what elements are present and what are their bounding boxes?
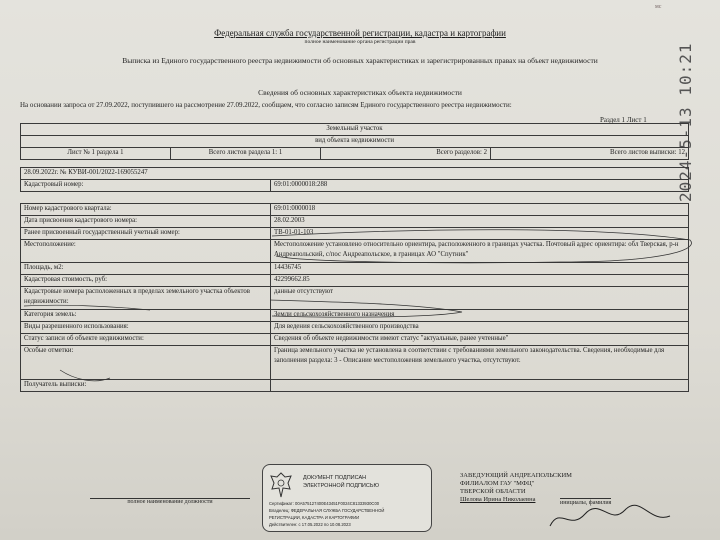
row-value: ТВ-01-01-103 (271, 228, 689, 240)
official-line-1: ЗАВЕДУЮЩИЙ АНДРЕАПОЛЬСКИМ (460, 472, 572, 479)
official-name: Шелова Ирина Николаевна (460, 496, 536, 503)
agency-caption: полное наименование органа регистрации прав (304, 39, 416, 45)
row-label: Категория земель: (21, 310, 271, 322)
section-sheets-total: Всего листов раздела 1: 1 (171, 148, 321, 160)
cadastral-number-value: 69:01:0000018:288 (271, 180, 689, 192)
row-value: 69:01:0000018 (271, 204, 689, 216)
request-line: На основании запроса от 27.09.2022, поступившего на рассмотрение 27.09.2022, сообщаем, что согласно записям Единого государственного реестра недвижимости: (20, 101, 512, 109)
row-label: Особые отметки: (21, 346, 271, 380)
signature-caption: инициалы, фамилия (560, 500, 612, 506)
photo-timestamp: 2024-5-13 10:21 (676, 42, 695, 202)
stamp-owner: Владелец: ФЕДЕРАЛЬНАЯ СЛУЖБА ГОСУДАРСТВЕННОЙ (269, 508, 385, 513)
row-label: Номер кадастрового квартала: (21, 204, 271, 216)
handwritten-signature (540, 496, 680, 536)
row-label: Дата присвоения кадастрового номера: (21, 216, 271, 228)
position-caption: полное наименование должности (90, 498, 250, 505)
row-value: 42299662.85 (271, 275, 689, 287)
stamp-line-1: ДОКУМЕНТ ПОДПИСАН (303, 475, 367, 481)
row-value: Граница земельного участка не установлена в соответствии с требованиями земельного законодательства. Сведения, необходимые для заполнения раздела: 3 - Описание местоположения земельного участка, отсутствуют. (271, 346, 689, 380)
section-title: Сведения об основных характеристиках объекта недвижимости (258, 88, 462, 97)
extract-date-number: 28.09.2022г. № КУВИ-001/2022-169055247 (21, 168, 689, 180)
stamp-line-2: ЭЛЕКТРОННОЙ ПОДПИСЬЮ (303, 483, 380, 489)
row-value: 28.02.2003 (271, 216, 689, 228)
row-value: Земли сельскохозяйственного назначения (271, 310, 689, 322)
extract-sheets-total: Всего листов выписки: 12 (491, 148, 689, 160)
extract-title: Выписка из Единого государственного реестра недвижимости об основных характеристиках и зарегистрированных правах на объект недвижимости (122, 56, 598, 65)
agency-name: Федеральная служба государственной регистрации, кадастра и картографии (214, 28, 506, 38)
row-label: Кадастровая стоимость, руб: (21, 275, 271, 287)
row-value: Для ведения сельскохозяйственного производства (271, 322, 689, 334)
object-type-caption: вид объекта недвижимости (21, 136, 689, 148)
official-line-2: ФИЛИАЛОМ ГАУ "МФЦ" (460, 480, 535, 487)
row-label: Кадастровые номера расположенных в пределах земельного участка объектов недвижимости: (21, 287, 271, 310)
row-label: Местоположение: (21, 240, 271, 263)
cadastral-number-label: Кадастровый номер: (21, 180, 271, 192)
section-number: Раздел 1 Лист 1 (600, 116, 647, 124)
eagle-emblem-icon (269, 471, 293, 499)
object-type: Земельный участок (21, 124, 689, 136)
row-label: Получатель выписки: (21, 380, 271, 392)
corner-note: мс (655, 4, 662, 10)
stamp-validity: Действителен: с 17.05.2022 по 10.08.2023 (269, 522, 351, 527)
row-label: Статус записи об объекте недвижимости: (21, 334, 271, 346)
row-value: Сведения об объекте недвижимости имеют статус "актуальные, ранее учтенные" (271, 334, 689, 346)
row-value: 14436745 (271, 263, 689, 275)
sheet-number: Лист № 1 раздела 1 (21, 148, 171, 160)
row-label: Ранее присвоенный государственный учетный номер: (21, 228, 271, 240)
row-value: данные отсутствуют (271, 287, 689, 310)
stamp-owner-2: РЕГИСТРАЦИИ, КАДАСТРА И КАРТОГРАФИИ (269, 515, 360, 520)
official-line-3: ТВЕРСКОЙ ОБЛАСТИ (460, 488, 526, 495)
sections-total: Всего разделов: 2 (321, 148, 491, 160)
stamp-certificate: Сертификат: 00A575127400E43451F0024C81333930C00 (269, 501, 380, 506)
e-signature-stamp (262, 464, 432, 532)
row-label: Виды разрешенного использования: (21, 322, 271, 334)
row-label: Площадь, м2: (21, 263, 271, 275)
row-value: Местоположение установлено относительно ориентира, расположенного в границах участка. Почтовый адрес ориентира: обл Тверская, р-н Андреапольский, с/пос Андреапольское, в границах АО "Спутник" (271, 240, 689, 263)
